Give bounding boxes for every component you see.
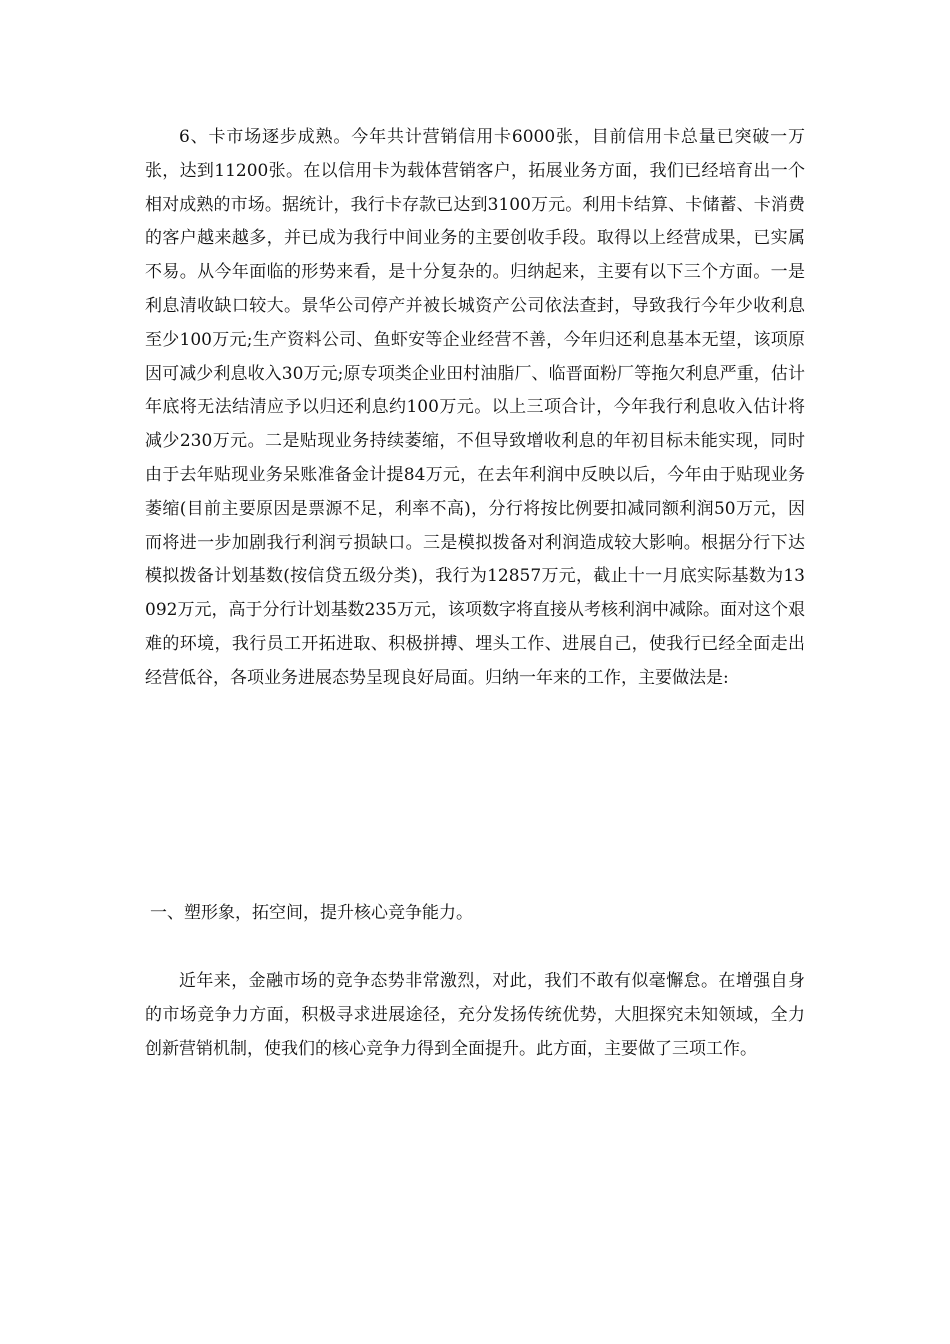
section-heading: 一、塑形象，拓空间，提升核心竞争能力。 (150, 903, 473, 923)
body-paragraph: 6、卡市场逐步成熟。今年共计营销信用卡6000张，目前信用卡总量已突破一万张，达到11200张。在以信用卡为载体营销客户，拓展业务方面，我们已经培育出一个相对成熟的市场。据统计，我行卡存款已达到3100万元。利用卡结算、卡储蓄、卡消费的客户越来越多，并已成为我行中间业务的主要创收手段。取得以上经营成果，已实属不易。从今年面临的形势来看，是十分复杂的。归纳起来，主要有以下三个方面。一是利息清收缺口较大。景华公司停产并被长城资产公司依法查封，导致我行今年少收利息至少100万元;生产资料公司、鱼虾安等企业经营不善，今年归还利息基本无望，该项原因可减少利息收入30万元;原专项类企业田村油脂厂、临晋面粉厂等拖欠利息严重，估计年底将无法结清应予以归还利息约100万元。以上三项合计，今年我行利息收入估计将减少230万元。二是贴现业务持续萎缩，不但导致增收利息的年初目标未能实现，同时由于去年贴现业务呆账准备金计提84万元，在去年利润中反映以后，今年由于贴现业务萎缩(目前主要原因是票源不足，利率不高)，分行将按比例要扣减同额利润50万元，因而将进一步加剧我行利润亏损缺口。三是模拟拨备对利润造成较大影响。根据分行下达模拟拨备计划基数(按信贷五级分类)，我行为12857万元，截止十一月底实际基数为13092万元，高于分行计划基数235万元，该项数字将直接从考核利润中减除。面对这个艰难的环境，我行员工开拓进取、积极拼搏、埋头工作、进展自己，使我行已经全面走出经营低谷，各项业务进展态势呈现良好局面。归纳一年来的工作，主要做法是: (145, 127, 805, 688)
body-paragraph: 近年来，金融市场的竞争态势非常激烈，对此，我们不敢有似毫懈怠。在增强自身的市场竞争力方面，积极寻求进展途径，充分发扬传统优势，大胆探究未知领域，全力创新营销机制，使我们的核心竞争力得到全面提升。此方面，主要做了三项工作。 (145, 971, 805, 1059)
